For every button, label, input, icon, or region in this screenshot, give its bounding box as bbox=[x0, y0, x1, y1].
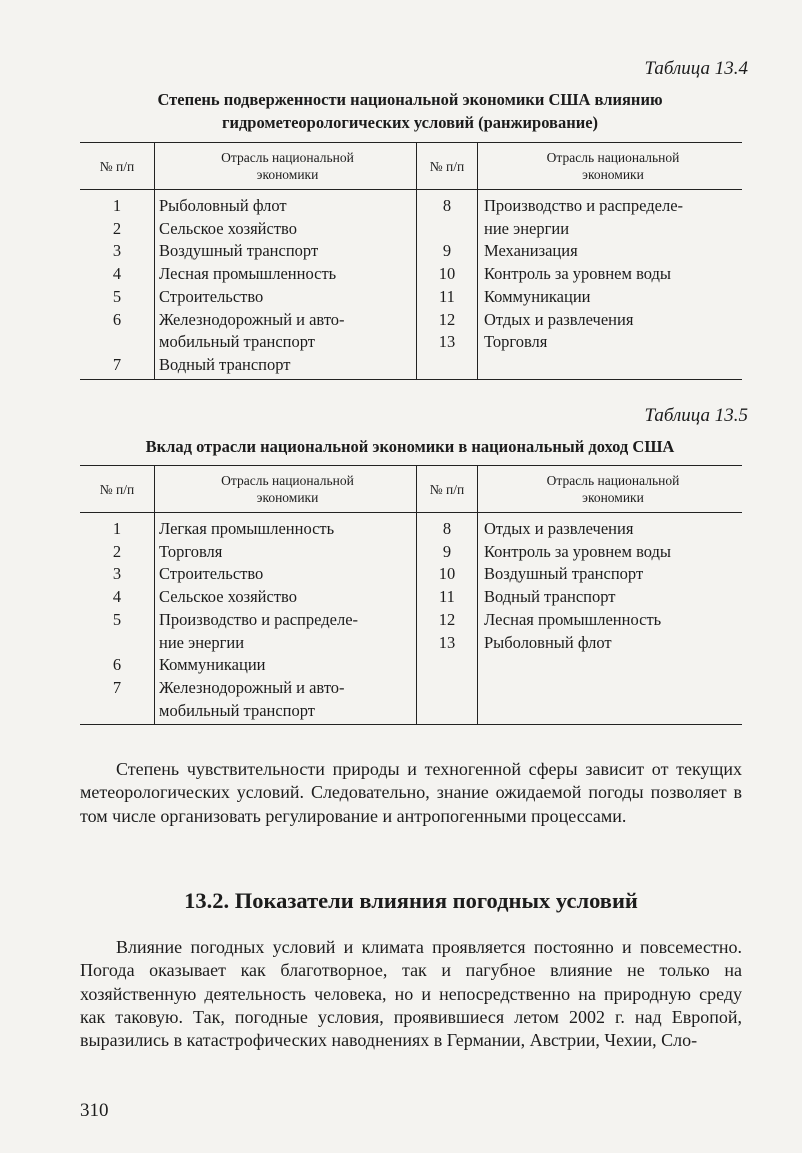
table-row bbox=[80, 354, 742, 379]
row-branch-2 bbox=[478, 354, 743, 379]
row-num: 4 bbox=[80, 263, 155, 286]
row-branch-2: Производство и распределе- bbox=[484, 196, 684, 215]
table-header-row bbox=[80, 143, 742, 190]
row-branch: Строительство bbox=[155, 286, 417, 309]
row-num: 2 bbox=[80, 541, 155, 564]
row-num-2: 12 bbox=[417, 609, 478, 632]
header-branch-col bbox=[155, 466, 417, 513]
table-row bbox=[80, 286, 742, 309]
row-branch-2: ние энергии bbox=[484, 218, 570, 238]
row-branch: Коммуникации bbox=[155, 654, 417, 677]
table-row bbox=[80, 309, 742, 332]
row-branch: Сельское хозяйство bbox=[155, 586, 417, 609]
table-row bbox=[80, 563, 742, 586]
header-branch-line2: экономики bbox=[582, 167, 644, 182]
header-branch-col-2 bbox=[478, 143, 743, 190]
page-number: 310 bbox=[80, 1100, 109, 1121]
row-num: 7 bbox=[80, 354, 155, 379]
table-13-4 bbox=[80, 142, 742, 380]
row-branch: Легкая промышленность bbox=[155, 513, 417, 541]
row-branch-2: Контроль за уровнем воды bbox=[484, 264, 672, 284]
row-num: 5 bbox=[80, 609, 155, 632]
header-num-col-2: № п/п bbox=[417, 143, 478, 190]
table-13-5-caption: Таблица 13.5 bbox=[644, 405, 748, 426]
header-branch-line1: Отрасль национальной bbox=[546, 473, 680, 488]
header-num-col: № п/п bbox=[80, 466, 155, 513]
row-num-2 bbox=[417, 654, 478, 677]
row-num-2: 11 bbox=[417, 586, 478, 609]
row-branch: Строительство bbox=[155, 563, 417, 586]
row-branch: Лесная промышленность bbox=[155, 263, 417, 286]
row-branch-2 bbox=[478, 700, 743, 725]
row-num-2: 13 bbox=[417, 632, 478, 655]
row-num: 7 bbox=[80, 677, 155, 700]
table-header-row bbox=[80, 466, 742, 513]
row-num-2: 9 bbox=[417, 240, 478, 263]
header-branch-line2: экономики bbox=[582, 490, 644, 505]
row-branch: мобильный транспорт bbox=[155, 331, 417, 354]
table-row bbox=[80, 331, 742, 354]
row-branch-2 bbox=[478, 654, 743, 677]
row-num: 1 bbox=[80, 513, 155, 541]
header-branch-line2: экономики bbox=[256, 167, 319, 182]
table-row bbox=[80, 263, 742, 286]
row-branch: Сельское хозяйство bbox=[155, 218, 417, 241]
paragraph-text: Влияние погодных условий и климата проявляется постоянно и повсеместно. Погода оказывает как благотворное, так и пагубное влияние не только на хозяйственную деятельность человека, но и непосредственно на природную среду как таковую. Так, погодные условия, проявившиеся летом 2002 г. над Европой, выразились в катастрофических наводнениях в Германии, Австрии, Чехии, Сло- bbox=[80, 937, 742, 1051]
header-branch-col-2 bbox=[478, 466, 743, 513]
row-num-2: 8 bbox=[417, 513, 478, 541]
table-row bbox=[80, 632, 742, 655]
row-num-2 bbox=[417, 677, 478, 700]
paragraph-text: Степень чувствительности природы и техногенной сферы зависит от текущих метеорологических условий. Следовательно, знание ожидаемой погоды позволяет в том числе организовать регулирование и антропогенными процессами. bbox=[80, 759, 742, 826]
table-13-5-title: Вклад отрасли национальной экономики в национальный доход США bbox=[145, 437, 675, 456]
row-num bbox=[80, 700, 155, 725]
row-branch-2: Водный транспорт bbox=[484, 587, 616, 607]
table-13-4-title-line1: Степень подверженности национальной экономики США влиянию bbox=[157, 90, 663, 109]
table-row bbox=[80, 218, 742, 241]
header-branch-line1: Отрасль национальной bbox=[221, 150, 354, 165]
row-num-2: 9 bbox=[417, 541, 478, 564]
row-num bbox=[80, 331, 155, 354]
row-branch: Рыболовный флот bbox=[155, 190, 417, 218]
table-13-4-caption: Таблица 13.4 bbox=[644, 58, 748, 79]
header-branch-line2: экономики bbox=[256, 490, 319, 505]
table-13-4-title bbox=[80, 88, 740, 134]
header-num-col: № п/п bbox=[80, 143, 155, 190]
row-branch: Производство и распределе- bbox=[155, 609, 417, 632]
body-paragraph-1 bbox=[80, 758, 742, 828]
row-branch-2: Отдых и развлечения bbox=[484, 519, 634, 538]
table-row bbox=[80, 609, 742, 632]
row-num: 5 bbox=[80, 286, 155, 309]
header-branch-line1: Отрасль национальной bbox=[221, 473, 354, 488]
row-num-2: 10 bbox=[417, 563, 478, 586]
row-branch-2: Торговля bbox=[484, 332, 548, 352]
row-num-2 bbox=[417, 700, 478, 725]
table-row bbox=[80, 240, 742, 263]
row-branch-2: Воздушный транспорт bbox=[484, 564, 644, 584]
row-branch: Торговля bbox=[155, 541, 417, 564]
row-num-2: 13 bbox=[417, 331, 478, 354]
row-branch-2: Лесная промышленность bbox=[484, 609, 662, 629]
row-num bbox=[80, 632, 155, 655]
body-paragraph-2 bbox=[80, 936, 742, 1052]
row-num-2: 12 bbox=[417, 309, 478, 332]
row-branch-2: Рыболовный флот bbox=[484, 632, 612, 652]
row-num: 6 bbox=[80, 654, 155, 677]
row-num: 2 bbox=[80, 218, 155, 241]
table-row bbox=[80, 190, 742, 218]
row-num: 3 bbox=[80, 563, 155, 586]
row-num-2: 10 bbox=[417, 263, 478, 286]
row-branch-2: Контроль за уровнем воды bbox=[484, 541, 672, 561]
row-branch-2: Механизация bbox=[484, 241, 578, 261]
row-num-2: 8 bbox=[417, 190, 478, 218]
row-branch-2: Отдых и развлечения bbox=[484, 309, 634, 329]
row-branch: Водный транспорт bbox=[155, 354, 417, 379]
table-row bbox=[80, 677, 742, 700]
table-row bbox=[80, 654, 742, 677]
row-branch: Железнодорожный и авто- bbox=[155, 309, 417, 332]
table-13-5 bbox=[80, 465, 742, 725]
table-row bbox=[80, 513, 742, 541]
header-branch-line1: Отрасль национальной bbox=[546, 150, 680, 165]
row-num: 6 bbox=[80, 309, 155, 332]
row-branch-2 bbox=[478, 677, 743, 700]
row-num-2: 11 bbox=[417, 286, 478, 309]
table-row bbox=[80, 541, 742, 564]
row-branch: мобильный транспорт bbox=[155, 700, 417, 725]
row-num: 1 bbox=[80, 190, 155, 218]
section-heading: 13.2. Показатели влияния погодных условий bbox=[184, 888, 638, 913]
header-num-col-2: № п/п bbox=[417, 466, 478, 513]
row-branch-2: Коммуникации bbox=[484, 286, 591, 306]
row-branch: ние энергии bbox=[155, 632, 417, 655]
table-row bbox=[80, 700, 742, 725]
header-branch-col bbox=[155, 143, 417, 190]
table-13-4-title-line2: гидрометеорологических условий (ранжирование) bbox=[221, 113, 599, 132]
row-branch: Воздушный транспорт bbox=[155, 240, 417, 263]
row-num: 3 bbox=[80, 240, 155, 263]
row-num-2 bbox=[417, 354, 478, 379]
row-num-2 bbox=[417, 218, 478, 241]
table-row bbox=[80, 586, 742, 609]
row-branch: Железнодорожный и авто- bbox=[155, 677, 417, 700]
row-num: 4 bbox=[80, 586, 155, 609]
